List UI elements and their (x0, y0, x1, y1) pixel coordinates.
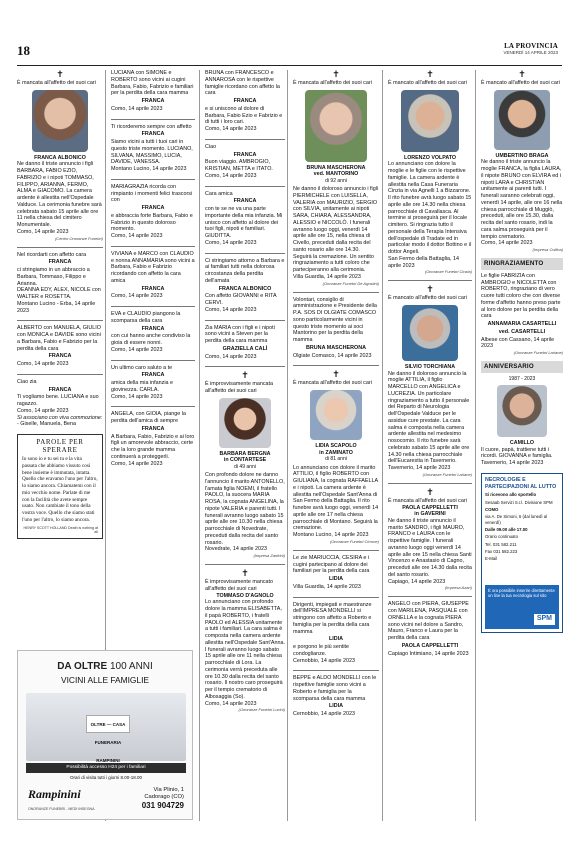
cross-icon: ✝ (332, 70, 340, 80)
column-divider (287, 70, 288, 821)
cross-icon: ✝ (426, 70, 434, 80)
separator (293, 670, 379, 671)
portrait-photo (402, 305, 458, 361)
obituary-bruna-mascherona: ✝ È mancata all'affetto dei suoi cari BRUNA MASCHERONA ved. MANTORINO di 92 anni Ne danno il doloroso annuncio i figli PIERMICHELE con LUISELLA, VALERIA con MAURIZIO, SERGIO con SILVIA, unitamente ai nipoti SARA, CHIARA, ALESSANDRA, ALESSIO e NICCOLÒ. I funerali avranno luogo oggi, venerdì 14 aprile alle ore 15, nella chiesa di Civello, preceduti dalla recita del santo rosario alle ore 14.30. Seguirà la cremazione. Un sentito ringraziamento a tutti coloro che parteciperanno alla cerimonia. Villa Guardia, 14 aprile 2023 (Onoranze Funebri De Agostini) (293, 70, 379, 286)
poem-text: Io sono io e tu sei tu e la vita passata che abbiamo vissuto così bene insieme è immutata, intatta. Quello che eravamo l'uno per l'altro, lo siamo ancora. Chiamatemi con il mio vecchio nome. Parlate di me con la facilità che avete sempre usato. Non cambiate il tono della vostra voce. Quello che siamo stati l'uno per l'altro, lo siamo ancora. (22, 456, 98, 523)
condolence-notice: BEPPE e ALDO MONDELLI con le rispettive famiglie sono vicini a Roberto e famiglia per la scomparsa della cara mamma LIDIA Cernobbio, 14 aprile 2023 (293, 675, 377, 718)
condolence-notice: Dirigenti, impiegati e maestranze dell'IMPRESA MONDELLI si stringono con affetto a Roberto e famiglia per la perdita della cara mamma LIDIA e porgono le più sentite condoglianze. Cernobbio, 14 aprile 2023 (293, 601, 372, 664)
issue-date: VENERDÌ 14 APRILE 2023 (503, 50, 558, 55)
ad-subheadline: VICINI ALLE FAMIGLIE (61, 674, 149, 685)
building-sign: OLTRE — CASA FUNERARIA RAMPININI (86, 715, 130, 733)
separator (205, 186, 285, 187)
portrait-photo (32, 90, 88, 152)
column-5 (388, 70, 472, 663)
condolence-notice: ALBERTO con MANUELA, GIULIO con MONICA e DAVIDE sono vicini a Barbara, Fabio e Fabrizio per la perdita della cara FRANCA Como, 14 aprile 2023 (17, 325, 101, 368)
ad-address: Via Plinio, 1 Cadorago (CO) 031 904729 (141, 787, 184, 811)
column-1 (17, 70, 103, 539)
column-3 (205, 70, 285, 718)
obituary-text: Ne danno il triste annuncio i figli BARBARA, FABIO EZIO, FABRIZIO e i nipoti TOMMASO, FILIPPO, ARIANNA, FERMO, ALMA e GIACOMO. La camera ardente è allestita nell'Ospedale Valduce. La cerimonia funebre sarà celebrata sabato 15 aprile alle ore 11 nella chiesa del cimitero Monumentale. (17, 161, 102, 229)
separator (388, 280, 472, 281)
obituary-umbertino-braga: ✝ È mancato all'affetto dei suoi cari UMBERTINO BRAGA Ne danno il triste annuncio la moglie FRANCA, la figlia LAURA, il nipote BRUNO con ELVIRA ed i nipoti LARA e CHRISTIAN unitamente ai parenti tutti. I funerali saranno celebrati oggi, venerdì 14 aprile, alle ore 16 nella chiesa parrocchiale di Muggiò, preceduti, alle ore 15.30, dalla recita del santo rosario, indi la cara salma proseguirà per il tempio crematorio. Como, 14 aprile 2023 (Impresa Collina) (481, 70, 563, 253)
obituary-lorenzo-volpato: ✝ È mancato all'affetto dei suoi cari LORENZO VOLPATO Lo annunciano con dolore la moglie e le figlie con le rispettive famiglie. La camera ardente è allestita nella Casa Funeraria Cinzia in via Agnelli 1 a Bizzarone. Il rito funebre avrà luogo sabato 15 aprile alle ore 14.30 nella chiesa parrocchiale di Cavallasca. Al termine si proseguirà per il locale cimitero. Si ringrazia tutto il personale della Terapia Intensiva dell'ospedale di Tradate ed in particolar modo il dottor Bottino e il dottor Angeli. San Fermo della Battaglia, 14 aprile 2023 (Onoranze Funebri Cinzia) (388, 70, 472, 275)
deceased-name: FRANCA ALBONICO (34, 154, 86, 161)
obituary-franca-albonico: ✝ È mancata all'affetto dei suoi cari FRANCA ALBONICO Ne danno il triste annuncio i figli BARBARA, FABIO EZIO, FABRIZIO e i nipoti TOMMASO, FILIPPO, ARIANNA, FERMO, ALMA e GIACOMO. La camera ardente è allestita nell'Ospedale Valduce. La cerimonia funebre sarà celebrata sabato 15 aprile alle ore 11 nella chiesa del cimitero Monumentale. Como, 14 aprile 2023 (Centro Onoranze Funebri) (17, 70, 103, 241)
condolence-notice: BRUNA con FRANCESCO e ANNAROSA con le rispettive famiglie ricordano con affetto la cara FRANCA e si uniscono al dolore di Barbara, Fabio Ezio e Fabrizio e di tutti i loro cari. Como, 14 aprile 2023 (205, 70, 283, 132)
obituary-barbara-bergna: ✝ È improvvisamente mancata all'affetto dei suoi cari BARBARA BERGNA in CONTARTESE di 49 anni Con profondo dolore ne danno l'annuncio il marito ANTONELLO, l'amata figlia NOEMI, il fratello PAOLO, la suocera MARIA ROSA, la cognata ANGELINA, la nipote VALERIA e parenti tutti. I funerali avranno luogo sabato 15 aprile alle ore 10.30 nella chiesa parrocchiale di Novedrate, preceduti dalla recita del santo rosario. Novedrate, 14 aprile 2023 (Impresa Zanfrini) (205, 371, 285, 559)
spm-logo: SPM (534, 614, 555, 625)
obituary-service-box: NECROLOGIE E PARTECIPAZIONI AL LUTTO Si ricevono allo sportello Sesaab Servizi S.r.l. Divisione SPM COMO via A. De Simoni, 6 (dal lunedì al venerdì) Dalle 09.00 alle 17.00 Orario continuato Tel. 031 582.211 Fax 031 582.223 E-Mail È ora possibile inserire direttamente on line la tua necrologia sul sito SPM (481, 473, 563, 633)
funeral-agency: (Centro Onoranze Funebri) (54, 235, 103, 241)
place-date: Como, 14 aprile 2023 (17, 228, 69, 235)
separator (205, 253, 285, 254)
anniversary-notice: 1987 - 2023 CAMILLO Il cuore, papà, trattiene tutti i ricordi. GIOVANNA e famiglia. Tavernerio, 14 aprile 2023 (481, 375, 553, 467)
separator (205, 320, 285, 321)
words-of-hope-box (17, 434, 103, 538)
header-rule (17, 65, 562, 66)
portrait-photo (497, 385, 547, 437)
section-header-anniversary: ANNIVERSARIO (481, 361, 563, 373)
condolence-notice: Un ultimo caro saluto a te FRANCA amica della mia infanzia e giovinezza. CARLA. Como, 14 aprile 2023 (111, 364, 174, 400)
portrait-photo (401, 90, 459, 152)
portrait-photo (310, 390, 362, 440)
condolence-notice: Ciao zia FRANCA Ti vogliamo bene. LUCIANA e suo ragazzo. Como, 14 aprile 2023 Si associano con viva commozione: - Giselle, Manuela, Bena (17, 378, 103, 428)
cross-icon: ✝ (426, 285, 434, 296)
condolence-notice: LUCIANA con SIMONE e ROBERTO sono vicini ai cugini Barbara, Fabio, Fabrizio e familiari per la perdita della cara mamma FRANCA Como, 14 aprile 2023 (111, 70, 194, 112)
portrait-photo (219, 398, 271, 448)
obituary-lidia-scapolo: ✝ È mancata all'affetto dei suoi cari LIDIA SCAPOLO in ZAMINATO di 81 anni Lo annunciano con dolore il marito ATTILIO, il figlio ROBERTO con GIULIANA, la cognata RAFFAELLA e i nipoti. La camera ardente è allestita nell'Ospedale Sant'Anna di San Fermo della Battaglia. Il rito funebre avrà luogo oggi, venerdì 14 aprile alle ore 17 nella chiesa parrocchiale di Montano. Seguirà la cremazione. Montano Lucino, 14 aprile 2023 (Onoranze Funebri Cirrone) (293, 370, 379, 544)
obituary-silvio-torchiana: ✝ È mancato all'affetto dei suoi cari SILVIO TORCHIANA Ne danno il doloroso annuncio la moglie ATTILIA, il figlio MARCELLO con ANGELICA e LUCREZIA. Un particolare ringraziamento a tutto il personale del Reparto di Neurologia dell'Ospedale Valduce per le assidue cure prestate. La cara salma è composta nella camera ardente allestita nel medesimo nosocomio. Il rito funebre sarà celebrato sabato 15 aprile alle ore 14.30 nella chiesa parrocchiale dell'Eucarestia in Tavernerio. Tavernerio, 14 aprile 2023 (Onoranze Funebri Lariane) (388, 285, 472, 477)
condolence-notice: Volontari, consiglio di amministrazione e Presidente della P.A. SOS DI OLGIATE COMASCO sono particolarmente vicini in questo triste momento ai soci Mantorino per la perdita della mamma BRUNA MASCHERONA Olgiate Comasco, 14 aprile 2023 (293, 296, 377, 359)
ad-headline: DA OLTRE 100 ANNI (57, 661, 153, 672)
separator (293, 550, 379, 551)
separator (111, 306, 195, 307)
ad-hours: Orari di visita tutti i giorni 8.00-18.00 (69, 775, 143, 780)
page-number: 18 (17, 43, 30, 58)
separator (111, 246, 195, 247)
section-header-thanks: RINGRAZIAMENTO (481, 258, 563, 270)
separator (205, 564, 285, 565)
cross-icon: ✝ (518, 70, 526, 80)
thanks-notice: Le figlie FABRIZIA con AMBROGIO e NICOLETTA con ROBERTO, ringraziano di vero cuore tutti coloro che con diverse forme d'affetto hanno preso parte al loro dolore per la perdita della cara ANNAMARIA CASARTELLI ved. CASARTELLI Albese con Cassano, 14 aprile 2023 (Onoranze Funebri Lariane) (481, 272, 563, 356)
condolence-notice: Nel ricordarti con affetto cara FRANCA ci stringiamo in un abbraccio a Barbara, Tommaso, Filippo e Arianna. DEANNA EDY, ALEX, NICOLE con WALTER e ROSETTA. Montano Lucino - Erba, 14 aprile 2023 (17, 251, 101, 314)
condolence-notice: Zia MARIA con i figli e i nipoti sono vicini a Steven per la perdita della cara mamma GRAZIELLA CALÌ Como, 14 aprile 2023 (205, 324, 275, 360)
ad-banner: Possibilità accesso H24 per i familiari (26, 763, 186, 773)
ad-brand-sub: ONORANZE FUNEBRI - MEDI INSEGNA (28, 807, 95, 811)
ad-brand-logo: Rampinini (28, 787, 81, 801)
cross-icon: ✝ (241, 371, 249, 382)
obituary-tommaso-dagnolo: ✝ È improvvisamente mancato all'affetto dei suoi cari TOMMASO D'AGNOLO Lo annunciano con profondo dolore la mamma ELISABETTA, il papà ROBERTO, i fratelli PAOLO ed ALESSIA unitamente a tutti i familiari. La cara salma è composta nella camera ardente allestita nell'Ospedale Sant'Anna. I funerali avranno luogo sabato 15 aprile alle ore 11 nella chiesa parrocchiale di Lora. La cerimonia verrà preceduta alle ore 10.30 dalla recita del santo rosario. Il nostro caro proseguirà per il tempio crematorio di Albosaggia (So). Como, 14 aprile 2023 (Onoranze Funebri Lucini) (205, 569, 285, 713)
separator (205, 139, 285, 140)
condolence-notice: Ciao FRANCA Buon viaggio. AMBROGIO, KRISTIAN, METTA e ITATO. Como, 14 aprile 2023 (205, 143, 273, 179)
box-title: PAROLE PER SPERARE (36, 438, 84, 455)
cross-icon: ✝ (332, 370, 340, 381)
separator (17, 374, 103, 375)
online-service-banner: È ora possibile inserire direttamente on line la tua necrologia sul sito SPM (485, 585, 559, 629)
condolence-notice: Le zie MARIUCCIA, CESIRA e i cugini partecipano al dolore dei familiari per la perdita della cara LIDIA Villa Guardia, 14 aprile 2023 (293, 554, 370, 590)
column-6 (481, 70, 563, 633)
separator (205, 366, 285, 367)
portrait-photo (494, 90, 550, 150)
service-title: NECROLOGIE E PARTECIPAZIONI AL LUTTO (485, 476, 557, 490)
separator (17, 320, 103, 321)
column-divider (199, 70, 200, 821)
portrait-photo (305, 90, 367, 162)
poem-author: HENRY SCOTT HOLLAND Death is nothing at all (23, 525, 98, 535)
obituary-paola-cappelletti: ✝ È mancata all'affetto dei suoi cari PAOLA CAPPELLETTI in GAVERINI Ne danno il triste annuncio il marito SANDRO, i figli MAURO, FRANCO e LAURA con le rispettive famiglie. I funerali avranno luogo oggi venerdì 14 aprile alle ore 15 nella chiesa Santi Vincenzo e Anastasio di Cagno, preceduti alle ore 14.30 dalla recita del santo rosario. Capiago, 14 aprile 2023 (Impresa Azari) (388, 487, 472, 591)
newspaper-name: LA PROVINCIA (504, 42, 558, 50)
column-divider (475, 70, 476, 821)
building-photo (26, 693, 186, 761)
separator (388, 596, 472, 597)
masthead (503, 42, 558, 56)
cross-icon: ✝ (241, 569, 249, 580)
funeral-home-advertisement (17, 650, 193, 820)
condolence-notice: Cara amica FRANCA con te se ne va una parte importante della mia infanzia. Mi unisco con affetto al dolore dei tuoi figli, nipoti e familiari. GIUDITTA. Como, 14 aprile 2023 (205, 190, 283, 246)
cross-icon: ✝ (426, 487, 434, 498)
cross-icon: ✝ (56, 70, 64, 80)
separator (17, 247, 103, 248)
condolence-notice: Ci stringiamo attorno a Barbara e ai familiari tutti nella dolorosa circostanza della perdita dell'amata FRANCA ALBONICO Con affetto GIOVANNI e RITA CERVI. Como, 14 aprile 2023 (205, 257, 285, 313)
separator (293, 292, 379, 293)
column-divider (382, 70, 383, 821)
separator (111, 360, 195, 361)
separator (111, 119, 195, 120)
condolence-notice: VIVIANA e MARCO con CLAUDIO e nonna ANNAMARIA sono vicini a Barbara, Fabio e Fabrizio ricordando con affetto la cara amica FRANCA Como, 14 aprile 2023 (111, 250, 195, 300)
column-4 (293, 70, 379, 724)
separator (111, 179, 195, 180)
separator (111, 406, 195, 407)
condolence-notice: ANGELA, con GIOIA, piange la perdita dell'amica di sempre FRANCA A Barbara, Fabio, Fabrizio e ai loro figli un amorevole abbraccio, certe che la loro grande mamma continuerà a proteggerli. Como, 14 aprile 2023 (111, 411, 195, 467)
condolence-notice: Ti ricorderemo sempre con affetto FRANCA Siamo vicini a tutti i tuoi cari in questo triste momento. LUCIANO, SILVANA, MASSIMO, LUCIA, DAVIDE, VANESSA. Montano Lucino, 14 aprile 2023 (111, 123, 193, 172)
condolence-notice: ANGELO con PIERA, GIUSEPPE con MARILENA, PASQUALE con ORNELLA e la cognata PIERA sono vicini nel dolore a Sandro, Mauro, Franco e Laura per la perdita della cara PAOLA CAPPELLETTI Capiago Intimiano, 14 aprile 2023 (388, 601, 469, 657)
separator (293, 597, 379, 598)
separator (293, 365, 379, 366)
condolence-notice: MARIAGRAZIA ricorda con rimpianto i momenti felici trascorsi con FRANCA e abbraccia forte Barbara, Fabio e Fabrizio in questo doloroso momento. Como, 14 aprile 2023 (111, 183, 193, 239)
separator (388, 483, 472, 484)
condolence-notice: EVA e CLAUDIO piangono la scomparsa della cara FRANCA con cui hanno anche condiviso la gioia di essere nonni. Como, 14 aprile 2023 (111, 311, 191, 353)
column-2 (111, 70, 195, 473)
